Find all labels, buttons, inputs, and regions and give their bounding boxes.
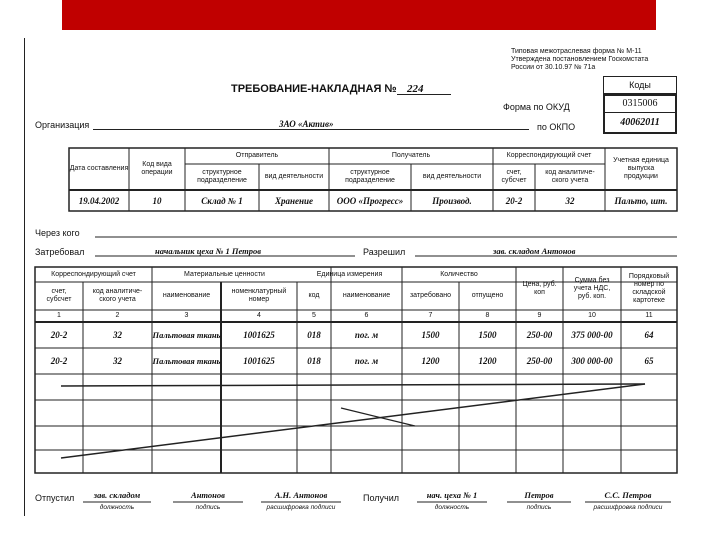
- col-opcode-header: Код вида операции: [141, 161, 173, 176]
- organization-label: Организация: [35, 120, 90, 130]
- caption-signature-1: подпись: [195, 503, 221, 511]
- table-row-1-unit: пог. м: [354, 330, 379, 340]
- mcol-corr-header: Корреспондирующий счет: [51, 270, 136, 278]
- caption-position-1: должность: [99, 503, 135, 511]
- table-row-1-analytic: 32: [113, 330, 122, 340]
- organization-value: ЗАО «Актив»: [279, 119, 334, 129]
- col-number-9: 9: [537, 312, 542, 319]
- mcol-acc-header: счет, субсчет: [46, 288, 72, 303]
- col-account-header: счет, субсчет: [501, 169, 527, 184]
- document-number: 224: [407, 83, 424, 95]
- allowed-value: зав. складом Антонов: [493, 246, 576, 256]
- row-sender-activity: Хранение: [275, 195, 313, 206]
- requested-value: начальник цеха № 1 Петров: [155, 246, 262, 256]
- received-name: С.С. Петров: [604, 490, 652, 500]
- table-row-1-requested: 1500: [421, 330, 440, 340]
- table-row-2-nomen: 1001625: [243, 356, 275, 366]
- col-number-5: 5: [312, 312, 316, 319]
- allowed-label: Разрешил: [363, 247, 406, 257]
- row-unit: Пальто, шт.: [614, 195, 668, 206]
- table-row-1-acc: 20-2: [50, 330, 68, 340]
- row-receiver-struct: ООО «Прогресс»: [336, 195, 404, 206]
- table-row-2-unit: пог. м: [354, 356, 379, 366]
- requisition-invoice-form: [24, 38, 689, 516]
- received-position: нач. цеха № 1: [426, 490, 478, 500]
- table-row-2-seq: 65: [644, 356, 654, 366]
- col-sender-struct-header: структурное подразделение: [197, 169, 247, 184]
- form-note-line-2: Утверждена постановлением Госкомстата: [511, 56, 649, 63]
- row-analytic: 32: [565, 195, 575, 206]
- received-signature: Петров: [524, 490, 554, 500]
- form-note-line-1: Типовая межотраслевая форма № М-11: [511, 48, 642, 55]
- col-number-4: 4: [257, 312, 261, 319]
- table-row-1-nomen: 1001625: [243, 330, 275, 340]
- mcol-analytic-header: код аналитиче-ского учета: [92, 288, 143, 303]
- row-opcode: 10: [152, 195, 162, 206]
- col-number-1: 1: [57, 312, 61, 319]
- col-sender-header: Отправитель: [235, 152, 279, 159]
- table-row-2-issued: 1200: [478, 356, 497, 366]
- caption-decode-1: расшифровка подписи: [266, 503, 336, 511]
- okud-label: Форма по ОКУД: [503, 102, 570, 112]
- col-analytic-header: код аналитиче-ского учета: [545, 169, 595, 184]
- released-name: А.Н. Антонов: [274, 490, 328, 500]
- mcol-price-header: Цена, руб. коп: [522, 280, 557, 296]
- col-unit-header: Учетная единица выпуска продукции: [613, 157, 669, 180]
- mcol-uname-header: наименование: [342, 292, 391, 299]
- top-red-banner: [62, 0, 656, 30]
- mcol-nomen-header: номенклатурный номер: [231, 288, 287, 303]
- col-sender-activity-header: вид деятельности: [264, 173, 324, 180]
- released-label: Отпустил: [35, 493, 75, 503]
- col-receiver-activity-header: вид деятельности: [422, 173, 482, 180]
- document-title: ТРЕБОВАНИЕ-НАКЛАДНАЯ №: [231, 83, 397, 95]
- released-signature: Антонов: [191, 490, 225, 500]
- okpo-label: по ОКПО: [537, 122, 576, 132]
- table-row-2-name: Пальтовая ткань: [152, 355, 221, 366]
- released-position: зав. складом: [93, 490, 141, 500]
- table-row-1-seq: 64: [644, 330, 654, 340]
- col-number-11: 11: [645, 312, 653, 319]
- mcol-qty-header: Количество: [440, 270, 478, 278]
- col-date-header: Дата составления: [69, 165, 129, 172]
- col-number-8: 8: [485, 312, 490, 319]
- col-number-2: 2: [115, 312, 120, 319]
- table-row-2-code: 018: [307, 356, 321, 366]
- table-row-1-sum: 375 000-00: [571, 330, 613, 340]
- okpo-value: 40062011: [620, 117, 660, 128]
- col-number-3: 3: [184, 312, 189, 319]
- mcol-seq-header: Порядковый номер по складской картотеке: [628, 272, 670, 304]
- table-row-2-requested: 1200: [421, 356, 440, 366]
- caption-signature-2: подпись: [526, 503, 552, 511]
- table-row-2-acc: 20-2: [50, 356, 68, 366]
- col-receiver-header: Получатель: [391, 152, 431, 159]
- row-account: 20-2: [505, 195, 523, 206]
- col-number-6: 6: [364, 312, 369, 319]
- table-row-2-price: 250-00: [526, 356, 553, 366]
- table-row-1-code: 018: [307, 330, 321, 340]
- codes-label: Коды: [629, 80, 651, 90]
- mcol-issued-header: отпущено: [471, 292, 504, 299]
- caption-decode-2: расшифровка подписи: [593, 503, 663, 511]
- col-corr-header: Корреспондирующий счет: [506, 152, 592, 159]
- mcol-sum-header: Сумма без учета НДС, руб. коп.: [573, 276, 611, 300]
- mcol-materials-header: Материальные ценности: [184, 270, 265, 278]
- row-date: 19.04.2002: [78, 195, 120, 206]
- col-number-7: 7: [428, 312, 433, 319]
- mcol-unit-header: Единица измерения: [316, 270, 383, 278]
- okud-value: 0315006: [622, 97, 658, 109]
- through-label: Через кого: [35, 228, 80, 238]
- table-row-1-issued: 1500: [478, 330, 497, 340]
- row-receiver-activity: Производ.: [432, 195, 472, 206]
- mcol-name-header: наименование: [162, 292, 211, 299]
- mcol-requested-header: затребовано: [409, 292, 452, 299]
- table-row-2-analytic: 32: [113, 356, 122, 366]
- col-number-10: 10: [588, 312, 596, 319]
- table-row-1-price: 250-00: [526, 330, 553, 340]
- mcol-code-header: код: [308, 292, 320, 299]
- caption-position-2: должность: [434, 503, 470, 511]
- requested-label: Затребовал: [35, 247, 85, 257]
- received-label: Получил: [363, 493, 399, 503]
- table-row-1-name: Пальтовая ткань: [152, 329, 221, 340]
- row-sender-struct: Склад № 1: [201, 195, 243, 206]
- form-note-line-3: России от 30.10.97 № 71а: [511, 64, 596, 71]
- col-receiver-struct-header: структурное подразделение: [345, 169, 395, 184]
- table-row-2-sum: 300 000-00: [571, 356, 613, 366]
